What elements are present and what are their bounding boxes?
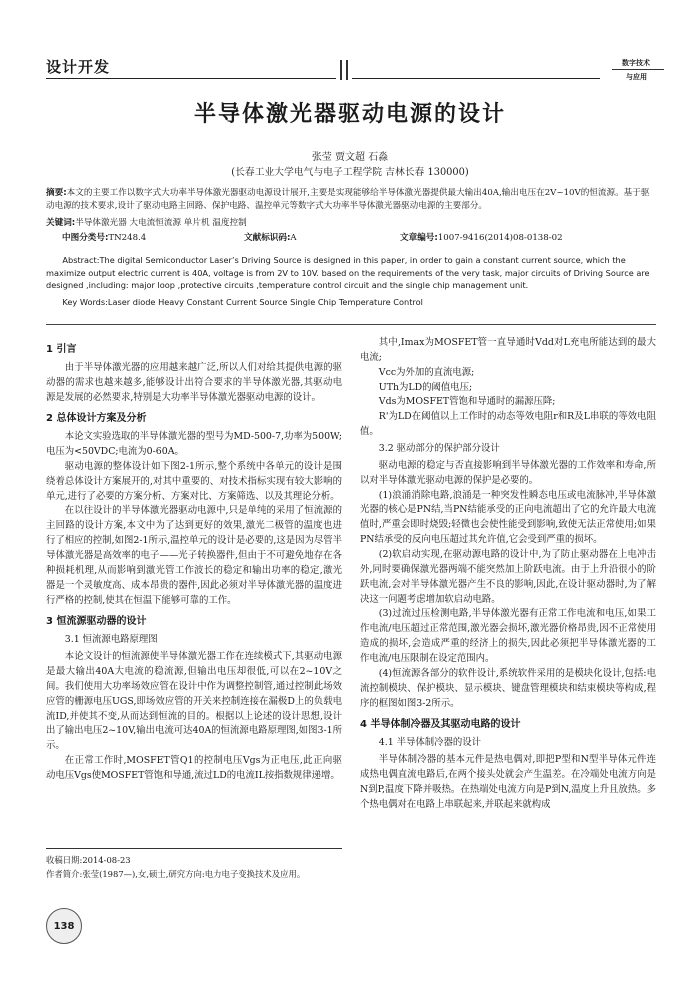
heading-constant-current-driver: 3 恒流源驱动器的设计 bbox=[46, 616, 147, 628]
abstract-cn-text: 本文的主要工作以数字式大功率半导体激光器驱动电源设计展开,主要是实现能够给半导体激光器提供最大输出40A,输出电压在2V~10V的恒流源。基于驱动电源的技术要求,设计了驱动电路主回路、保护电路、温控单元等数字式大功率半导体激光器驱动电源的主要部分。 bbox=[46, 188, 650, 212]
section-tag: 设计开发 bbox=[46, 58, 111, 76]
keywords-en-text: Laser diode Heavy Constant Current Source Single Chip Temperature Control bbox=[107, 297, 423, 307]
doc-code bbox=[244, 232, 297, 245]
keywords-en bbox=[46, 296, 656, 309]
header-bar-left bbox=[340, 60, 342, 80]
doc-label: 文献标识码: bbox=[244, 233, 291, 243]
keywords-en-label: Key Words: bbox=[62, 297, 108, 307]
paragraph: (3)过流过压检测电路,半导体激光器有正常工作电流和电压,如果工作电流/电压超过正常范围,激光器会损坏,激光器价格昂贵,因不正常使用造成的损坏,会造成严重的经济上的损失,因此必须把半导体激光器的工作电流/电压限制在设定范围内。 bbox=[360, 608, 656, 665]
subheading-cooler: 4.1 半导体制冷器的设计 bbox=[378, 737, 482, 749]
subheading-protection: 3.2 驱动部分的保护部分设计 bbox=[378, 443, 500, 455]
article-value: 1007-9416(2014)08-0138-02 bbox=[437, 233, 563, 243]
paragraph: 驱动电源的整体设计如下图2-1所示,整个系统中各单元的设计是围绕着总体设计方案展开的,对其中重要的、对技术指标实现有较大影响的单元,进行了必要的方案分析、方案对比、方案筛选、以及其理论分析。 bbox=[46, 460, 342, 502]
page-number: 138 bbox=[53, 921, 75, 932]
journal-logo-divider bbox=[612, 69, 664, 70]
abstract-cn bbox=[46, 187, 656, 214]
paragraph: (4)恒流源各部分的软件设计,系统软件采用的是模块化设计,包括:电流控制模块、保护模块、显示模块、键盘管理模块和结束模块等构成,程序的框图如图3-2所示。 bbox=[360, 667, 656, 709]
heading-introduction: 1 引言 bbox=[46, 344, 77, 355]
heading-cooler-design: 4 半导体制冷器及其驱动电路的设计 bbox=[360, 719, 521, 731]
doc-value: A bbox=[290, 233, 297, 243]
paper-title: 半导体激光器驱动电源的设计 bbox=[193, 102, 506, 127]
header-rule-right bbox=[352, 78, 600, 79]
paragraph: 由于半导体激光器的应用越来越广泛,所以人们对给其提供电源的驱动器的需求也越来越多,能够设计出符合要求的半导体激光器,其驱动电源是发展的必然要求,特别是大功率半导体激光器驱动电源的设计。 bbox=[46, 361, 342, 403]
clc-number bbox=[62, 232, 146, 245]
affiliation: (长春工业大学电气与电子工程学院 吉林长春 130000) bbox=[231, 167, 469, 178]
abstract-divider bbox=[46, 324, 656, 325]
paragraph: 在正常工作时,MOSFET管Q1的控制电压Vgs为正电压,此正向驱动电压Vgs使MOSFET管饱和导通,流过LD的电流IL按指数规律递增。 bbox=[46, 755, 342, 782]
paragraph: (1)浪涌消除电路,浪涌是一种突发性瞬态电压或电流脉冲,半导体激光器的核心是PN结,当PN结能承受的正向电流超出了它的允许最大电流值时,严重会即时烧毁;轻微也会使性能受到影响,致使无法正常使用;如果PN结承受的反向电压超过其允许值,它会受到严重的损坏。 bbox=[360, 489, 656, 546]
abstract-en bbox=[46, 254, 656, 292]
left-column bbox=[46, 336, 342, 784]
subheading-circuit-schematic: 3.1 恒流源电路原理图 bbox=[64, 634, 158, 646]
abstract-en-text: The digital Semiconductor Laser’s Driving Source is designed in this paper, in order to gain a constant current source, which the maximize output electric current is 40A, voltage is from 2V to 10V. based on the requirements of the very task, major circuits of Driving Source are designed ,including: major loop ,protective circuits ,temperature control circuit and the single chip management unit. bbox=[46, 255, 650, 291]
header-rule bbox=[46, 78, 336, 79]
keywords-cn bbox=[46, 217, 656, 230]
definition-uth: UTh为LD的阈值电压; bbox=[378, 381, 473, 393]
right-column bbox=[360, 336, 656, 813]
abstract-cn-label: 摘要: bbox=[46, 188, 67, 198]
journal-logo-line2: 与应用 bbox=[626, 72, 647, 81]
definition-vcc: Vcc为外加的直流电源; bbox=[378, 366, 475, 378]
journal-logo bbox=[612, 54, 664, 86]
definition-vds: Vds为MOSFET管饱和导通时的漏源压降; bbox=[378, 396, 556, 408]
paragraph: 在以往设计的半导体激光器驱动电源中,只是单纯的采用了恒流源的主回路的设计方案,本文中为了达到更好的效果,激光二极管的温度也进行了相应的控制,如图2-1所示,温控单元的设计是必要的,这是因为尽管半导体激光器是高效率的电子——光子转换器件,但由于不可避免地存在各种损耗机理,从而影响到激光管工作波长的稳定和输出功率的稳定,激光器是一个灵敏度高、成本昂贵的器件,因此必须对半导体激光器的温度进行严格的控制,使其在恒温下能够可靠的工作。 bbox=[46, 505, 342, 606]
paragraph: 本论文实验选取的半导体激光器的型号为MD-500-7,功率为500W;电压为<50VDC;电流为0-60A。 bbox=[46, 431, 343, 458]
heading-overall-design: 2 总体设计方案及分析 bbox=[46, 413, 147, 425]
footnote-rule bbox=[46, 848, 342, 849]
journal-logo-line1: 数字技术 bbox=[622, 58, 650, 67]
definition-r: R'为LD在阈值以上工作时的动态等效电阻r和R及L串联的等效电阻值。 bbox=[360, 411, 656, 438]
received-date: 收稿日期:2014-08-23 bbox=[46, 855, 131, 865]
paragraph: (2)软启动实现,在驱动源电路的设计中,为了防止驱动器在上电冲击外,同时要确保激光器两端不能突然加上阶跃电流。由于上升沿很小的阶跃电流,会对半导体激光器产生不良的影响,因此,在设计驱动器时,为了解决这一问题考虑增加软启动电路。 bbox=[360, 549, 656, 605]
keywords-cn-label: 关键词: bbox=[46, 218, 76, 228]
header-bar-right bbox=[346, 60, 348, 80]
clc-value: TN248.4 bbox=[108, 233, 147, 243]
article-label: 文章编号: bbox=[400, 233, 438, 243]
authors: 张莹 贾文超 石淼 bbox=[311, 152, 389, 163]
abstract-en-label: Abstract: bbox=[62, 255, 100, 265]
article-number bbox=[400, 232, 563, 245]
paragraph: 驱动电源的稳定与否直接影响到半导体激光器的工作效率和寿命,所以对半导体激光驱动电源的保护是必要的。 bbox=[360, 459, 656, 486]
clc-label: 中图分类号: bbox=[62, 233, 109, 243]
paragraph: 本论文设计的恒流源使半导体激光器工作在连续模式下,其驱动电源是最大输出40A大电流的稳流源,但输出电压却很低,可以在2~10V之间。我们使用大功率场效应管在设计中作为调整控制管,通过控制此场效应管的栅源电压UGS,即场效应管的开关来控制连接在漏极D上的负载电流ID,并使其不变,从而达到恒流的目的。根据以上论述的设计思想,设计出了输出电压2~10V,输出电流可达40A的恒流源电路原理图,如图3-1所示。 bbox=[46, 651, 342, 752]
author-bio: 作者简介:张莹(1987—),女,硕士,研究方向:电力电子变换技术及应用。 bbox=[46, 869, 306, 879]
paragraph: 半导体制冷器的基本元件是热电偶对,即把P型和N型半导体元件连成热电偶直流电路后,在两个接头处就会产生温差。在冷端处电流方向是N到P,温度下降并吸热。在热端处电流方向是P到N,温度上升且放热。多个热电偶对在电路上串联起来,并联起来就构成 bbox=[360, 754, 656, 810]
page-badge bbox=[46, 908, 82, 944]
paragraph: 其中,Imax为MOSFET管一直导通时Vdd对L充电所能达到的最大电流; bbox=[360, 337, 656, 363]
keywords-cn-text: 半导体激光器 大电流恒流源 单片机 温度控制 bbox=[75, 218, 247, 228]
